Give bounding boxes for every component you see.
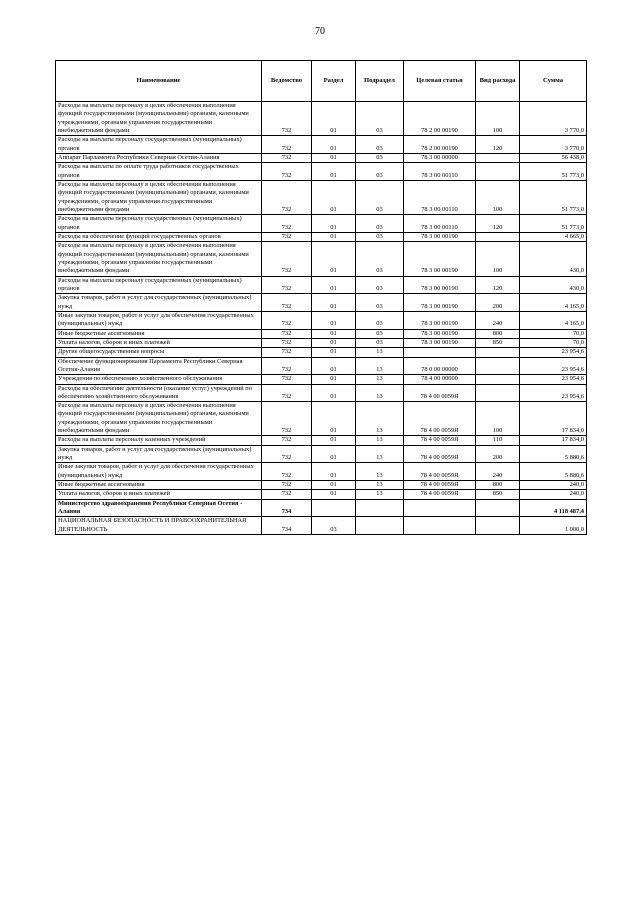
row-expense-type: 240 (476, 463, 520, 481)
row-expense-type: 100 (476, 242, 520, 276)
row-sum: 4 118 487,4 (520, 499, 587, 517)
row-target-article (404, 348, 476, 357)
row-name: Иные бюджетные ассигнования (56, 481, 262, 490)
row-sum: 5 880,6 (520, 463, 587, 481)
row-sum: 51 773,0 (520, 180, 587, 214)
row-section: 01 (312, 357, 356, 375)
row-target-article: 78 3 00 00190 (404, 311, 476, 329)
row-section: 01 (312, 136, 356, 154)
table-row (56, 445, 587, 463)
row-subsection: 03 (356, 153, 404, 162)
row-expense-type: 120 (476, 215, 520, 233)
row-sum: 17 834,0 (520, 436, 587, 445)
row-name: Иные бюджетные ассигнования (56, 329, 262, 338)
row-name: Закупка товаров, работ и услуг для государственных (муниципальных) нужд (56, 294, 262, 312)
row-expense-type: 850 (476, 490, 520, 499)
row-subsection: 13 (356, 463, 404, 481)
row-sum: 56 438,0 (520, 153, 587, 162)
table-row (56, 517, 587, 535)
row-name: Уплата налогов, сборов и иных платежей (56, 490, 262, 499)
row-subsection: 13 (356, 490, 404, 499)
header-name: Наименование (56, 61, 262, 102)
row-subsection: 03 (356, 294, 404, 312)
row-sum: 1 000,0 (520, 517, 587, 535)
row-section (312, 499, 356, 517)
table-row (56, 242, 587, 276)
row-target-article: 78 4 00 0059Я (404, 384, 476, 402)
row-section: 01 (312, 311, 356, 329)
row-subsection: 03 (356, 242, 404, 276)
row-target-article: 78 4 00 00000 (404, 375, 476, 384)
row-expense-type: 110 (476, 436, 520, 445)
row-name: Расходы на выплаты персоналу в целях обеспечения выполнения функций государственными (муниципальными) органами, казенными учреждениями, органами управления государственными внебюджетными фондами (56, 402, 262, 436)
row-department: 732 (262, 163, 312, 181)
row-subsection: 13 (356, 348, 404, 357)
table-row (56, 490, 587, 499)
row-name: Расходы на выплаты персоналу в целях обеспечения выполнения функций государственными (муниципальными) органами, казенными учреждениями, органами управления государственными внебюджетными фондами (56, 242, 262, 276)
row-subsection: 03 (356, 180, 404, 214)
table-body (56, 102, 587, 535)
table-row (56, 232, 587, 241)
row-name: Расходы на выплаты персоналу государственных (муниципальных) органов (56, 136, 262, 154)
row-expense-type (476, 232, 520, 241)
row-department: 732 (262, 136, 312, 154)
row-section: 01 (312, 463, 356, 481)
row-sum: 240,0 (520, 481, 587, 490)
row-subsection: 03 (356, 232, 404, 241)
row-target-article: 78 4 00 0059Я (404, 490, 476, 499)
row-sum: 23 954,6 (520, 375, 587, 384)
row-target-article: 78 3 00 00110 (404, 180, 476, 214)
row-name: Уплата налогов, сборов и иных платежей (56, 338, 262, 347)
row-name: Аппарат Парламента Республики Северная Осетия-Алания (56, 153, 262, 162)
row-section: 01 (312, 481, 356, 490)
row-expense-type: 100 (476, 402, 520, 436)
row-sum: 70,0 (520, 329, 587, 338)
row-target-article: 78 3 00 00190 (404, 232, 476, 241)
row-department: 732 (262, 481, 312, 490)
row-expense-type: 100 (476, 180, 520, 214)
page-number: 70 (315, 26, 325, 37)
row-department: 732 (262, 102, 312, 136)
table-row (56, 136, 587, 154)
row-subsection: 03 (356, 163, 404, 181)
row-subsection: 13 (356, 436, 404, 445)
row-expense-type (476, 499, 520, 517)
row-sum: 3 770,0 (520, 136, 587, 154)
row-target-article (404, 499, 476, 517)
table-row (56, 329, 587, 338)
row-expense-type: 800 (476, 329, 520, 338)
header-section: Раздел (312, 61, 356, 102)
row-expense-type (476, 153, 520, 162)
row-department: 732 (262, 436, 312, 445)
table-row (56, 357, 587, 375)
row-sum: 3 770,0 (520, 102, 587, 136)
row-sum: 23 954,6 (520, 348, 587, 357)
row-sum: 430,0 (520, 276, 587, 294)
row-department: 732 (262, 357, 312, 375)
row-section: 03 (312, 517, 356, 535)
row-target-article: 78 4 00 0059Я (404, 402, 476, 436)
row-target-article: 78 2 00 00190 (404, 136, 476, 154)
row-section: 01 (312, 436, 356, 445)
row-subsection: 03 (356, 329, 404, 338)
row-target-article: 78 3 00 00190 (404, 329, 476, 338)
row-name: НАЦИОНАЛЬНАЯ БЕЗОПАСНОСТЬ И ПРАВООХРАНИТЕЛЬНАЯ ДЕЯТЕЛЬНОСТЬ (56, 517, 262, 535)
table-row (56, 481, 587, 490)
row-department: 732 (262, 445, 312, 463)
table-row (56, 402, 587, 436)
row-subsection: 13 (356, 357, 404, 375)
row-expense-type: 200 (476, 445, 520, 463)
table-row (56, 180, 587, 214)
row-name: Расходы на обеспечение функций государственных органов (56, 232, 262, 241)
row-sum: 70,0 (520, 338, 587, 347)
table-row (56, 375, 587, 384)
row-expense-type (476, 163, 520, 181)
row-subsection (356, 499, 404, 517)
row-expense-type: 850 (476, 338, 520, 347)
row-section: 01 (312, 375, 356, 384)
row-sum: 4 165,0 (520, 311, 587, 329)
row-section: 01 (312, 329, 356, 338)
row-name: Министерство здравоохранения Республики Северная Осетия - Алания (56, 499, 262, 517)
row-department: 734 (262, 499, 312, 517)
row-subsection: 03 (356, 102, 404, 136)
row-subsection: 13 (356, 445, 404, 463)
row-subsection: 03 (356, 215, 404, 233)
row-expense-type: 800 (476, 481, 520, 490)
header-expense-type: Вид расхода (476, 61, 520, 102)
row-expense-type (476, 384, 520, 402)
row-subsection: 13 (356, 402, 404, 436)
row-subsection (356, 517, 404, 535)
table-row (56, 163, 587, 181)
row-expense-type (476, 348, 520, 357)
row-section: 01 (312, 294, 356, 312)
row-department: 732 (262, 463, 312, 481)
row-target-article: 78 3 00 00190 (404, 294, 476, 312)
row-name: Иные закупки товаров, работ и услуг для обеспечения государственных (муниципальных) нужд (56, 463, 262, 481)
row-sum: 51 773,0 (520, 163, 587, 181)
row-target-article: 78 4 00 0059Я (404, 445, 476, 463)
row-subsection: 03 (356, 136, 404, 154)
budget-table (55, 60, 587, 535)
table-row (56, 294, 587, 312)
table-row (56, 276, 587, 294)
row-department: 732 (262, 276, 312, 294)
row-section: 01 (312, 232, 356, 241)
row-section: 01 (312, 384, 356, 402)
row-department: 732 (262, 329, 312, 338)
row-target-article (404, 517, 476, 535)
row-target-article: 78 4 00 0059Я (404, 463, 476, 481)
row-department: 732 (262, 242, 312, 276)
row-name: Расходы на выплаты по оплате труда работников государственных органов (56, 163, 262, 181)
row-target-article: 78 3 00 00190 (404, 276, 476, 294)
table-row (56, 102, 587, 136)
row-name: Другие общегосударственные вопросы (56, 348, 262, 357)
row-target-article: 78 3 00 00190 (404, 338, 476, 347)
row-name: Расходы на выплаты персоналу в целях обеспечения выполнения функций государственными (муниципальными) органами, казенными учреждениями, органами управления государственными внебюджетными фондами (56, 102, 262, 136)
row-target-article: 78 3 00 00190 (404, 242, 476, 276)
row-section: 01 (312, 402, 356, 436)
row-name: Расходы на выплаты персоналу в целях обеспечения выполнения функций государственными (муниципальными) органами, казенными учреждениями, органами управления государственными внебюджетными фондами (56, 180, 262, 214)
row-target-article: 78 3 00 00000 (404, 153, 476, 162)
table-row (56, 311, 587, 329)
row-subsection: 03 (356, 276, 404, 294)
row-name: Обеспечение функционирования Парламента Республики Северная Осетия-Алания (56, 357, 262, 375)
row-target-article: 78 4 00 0059Я (404, 481, 476, 490)
row-sum: 51 773,0 (520, 215, 587, 233)
row-section: 01 (312, 180, 356, 214)
row-department: 732 (262, 338, 312, 347)
row-department: 732 (262, 294, 312, 312)
row-name: Расходы на обеспечение деятельности (оказание услуг) учреждений по обеспечению хозяйственного обслуживания (56, 384, 262, 402)
header-target-article: Целевая статья (404, 61, 476, 102)
row-department: 732 (262, 180, 312, 214)
table-row (56, 384, 587, 402)
row-subsection: 03 (356, 311, 404, 329)
row-section: 01 (312, 348, 356, 357)
row-sum: 4 665,0 (520, 232, 587, 241)
row-expense-type (476, 357, 520, 375)
row-department: 732 (262, 375, 312, 384)
row-sum: 430,0 (520, 242, 587, 276)
row-name: Расходы на выплаты персоналу государственных (муниципальных) органов (56, 276, 262, 294)
row-expense-type: 120 (476, 276, 520, 294)
header-sum: Сумма (520, 61, 587, 102)
row-sum: 17 834,0 (520, 402, 587, 436)
row-section: 01 (312, 490, 356, 499)
row-name: Учреждения по обеспечению хозяйственного обслуживания (56, 375, 262, 384)
table-row (56, 215, 587, 233)
row-expense-type: 120 (476, 136, 520, 154)
row-target-article: 78 2 00 00190 (404, 102, 476, 136)
table-row (56, 348, 587, 357)
row-department: 732 (262, 348, 312, 357)
row-department: 732 (262, 490, 312, 499)
table-row (56, 153, 587, 162)
table-row (56, 463, 587, 481)
row-name: Иные закупки товаров, работ и услуг для обеспечения государственных (муниципальных) нужд (56, 311, 262, 329)
row-target-article: 78 0 00 00000 (404, 357, 476, 375)
row-department: 732 (262, 153, 312, 162)
row-section: 01 (312, 153, 356, 162)
table-row (56, 499, 587, 517)
row-name: Расходы на выплаты персоналу государственных (муниципальных) органов (56, 215, 262, 233)
row-name: Закупка товаров, работ и услуг для государственных (муниципальных) нужд (56, 445, 262, 463)
row-sum: 23 954,6 (520, 384, 587, 402)
row-subsection: 13 (356, 375, 404, 384)
row-section: 01 (312, 102, 356, 136)
header-department: Ведомство (262, 61, 312, 102)
row-section: 01 (312, 215, 356, 233)
row-department: 732 (262, 232, 312, 241)
row-name: Расходы на выплаты персоналу казенных учреждений (56, 436, 262, 445)
row-department: 732 (262, 311, 312, 329)
row-section: 01 (312, 163, 356, 181)
row-sum: 240,0 (520, 490, 587, 499)
row-department: 732 (262, 402, 312, 436)
row-section: 01 (312, 242, 356, 276)
row-expense-type: 100 (476, 102, 520, 136)
table-row (56, 338, 587, 347)
header-subsection: Подраздел (356, 61, 404, 102)
row-expense-type (476, 517, 520, 535)
row-section: 01 (312, 445, 356, 463)
table-header-row (56, 61, 587, 102)
row-subsection: 13 (356, 481, 404, 490)
row-target-article: 78 3 00 00110 (404, 163, 476, 181)
row-sum: 5 880,6 (520, 445, 587, 463)
row-department: 732 (262, 384, 312, 402)
row-department: 732 (262, 215, 312, 233)
row-section: 01 (312, 338, 356, 347)
row-expense-type (476, 375, 520, 384)
row-subsection: 03 (356, 338, 404, 347)
row-sum: 4 165,0 (520, 294, 587, 312)
row-expense-type: 240 (476, 311, 520, 329)
row-expense-type: 200 (476, 294, 520, 312)
row-department: 734 (262, 517, 312, 535)
row-target-article: 78 3 00 00110 (404, 215, 476, 233)
row-target-article: 78 4 00 0059Я (404, 436, 476, 445)
table-row (56, 436, 587, 445)
row-subsection: 13 (356, 384, 404, 402)
row-section: 01 (312, 276, 356, 294)
row-sum: 23 954,6 (520, 357, 587, 375)
